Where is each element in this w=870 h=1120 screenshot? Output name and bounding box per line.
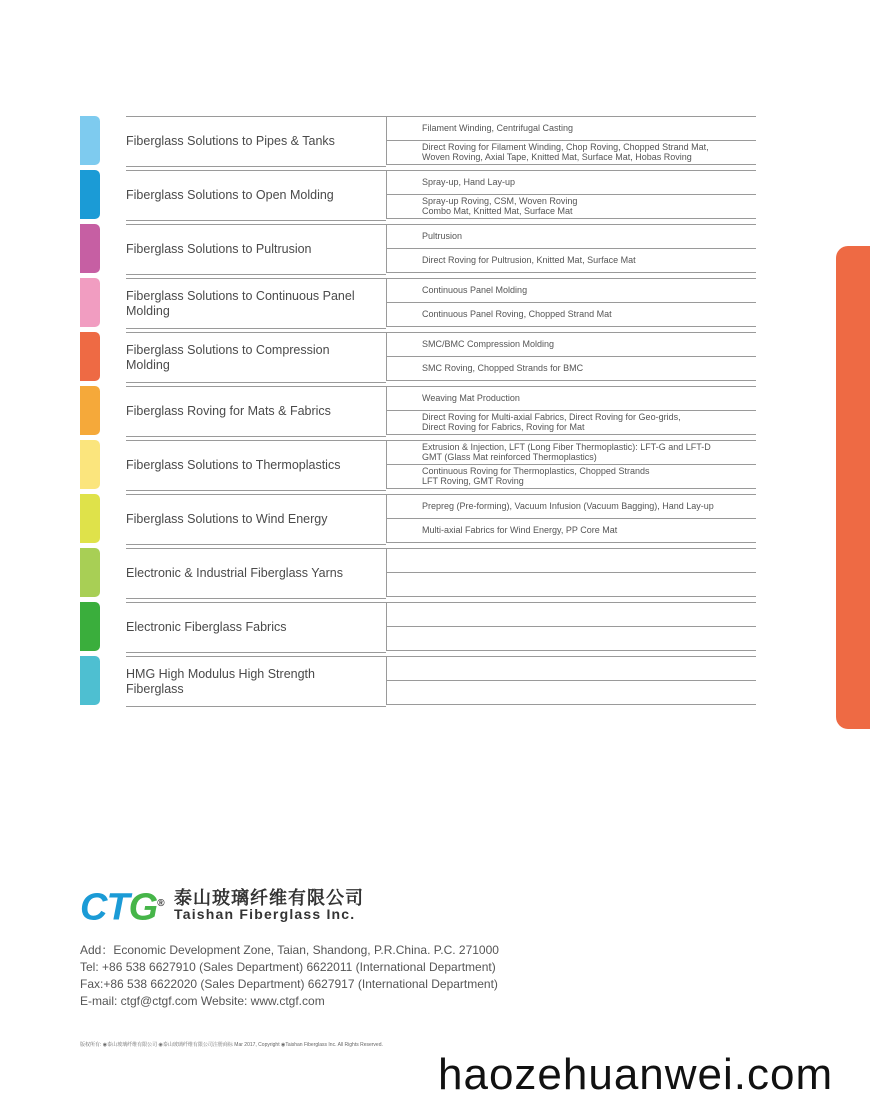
product-table xyxy=(80,116,756,710)
sub-cells xyxy=(386,602,756,651)
products-cell: SMC Roving, Chopped Strands for BMC xyxy=(387,356,756,380)
category-cell xyxy=(126,386,386,437)
sub-cells xyxy=(386,656,756,705)
process-cell: Spray-up, Hand Lay-up xyxy=(422,176,516,187)
category-label: Fiberglass Solutions to Thermoplastics xyxy=(126,458,341,472)
color-tab xyxy=(80,386,100,435)
product-row xyxy=(80,170,756,219)
company-name-cn: 泰山玻璃纤维有限公司 xyxy=(174,888,364,908)
category-label: Electronic Fiberglass Fabrics xyxy=(126,620,287,634)
tel-line: Tel: +86 538 6627910 (Sales Department) 6622011 (International Department) xyxy=(80,960,496,974)
category-label: Fiberglass Solutions to Wind Energy xyxy=(126,512,328,526)
products-cell: Spray-up Roving, CSM, Woven Roving Combo Mat, Knitted Mat, Surface Mat xyxy=(387,194,756,218)
product-row xyxy=(80,494,756,543)
category-label: Fiberglass Solutions to Continuous Panel Molding xyxy=(126,288,355,318)
color-tab xyxy=(80,548,100,597)
sub-cells xyxy=(386,278,756,327)
color-tab xyxy=(80,494,100,543)
category-cell xyxy=(126,332,386,383)
category-cell xyxy=(126,494,386,545)
color-tab xyxy=(80,602,100,651)
ctg-logo-mark: CTG® xyxy=(80,886,164,929)
category-cell xyxy=(126,224,386,275)
sub-cells xyxy=(386,332,756,381)
category-cell xyxy=(126,548,386,599)
product-row xyxy=(80,332,756,381)
contact-info xyxy=(80,942,499,1010)
color-tab xyxy=(80,656,100,705)
category-cell xyxy=(126,278,386,329)
products-cell: Direct Roving for Multi-axial Fabrics, Direct Roving for Geo-grids, Direct Roving for Fabrics, Roving for Mat xyxy=(387,410,756,434)
category-label: Electronic & Industrial Fiberglass Yarns xyxy=(126,566,343,580)
color-tab xyxy=(80,440,100,489)
products-cell: Direct Roving for Pultrusion, Knitted Mat, Surface Mat xyxy=(387,248,756,272)
category-cell xyxy=(126,440,386,491)
category-label: Fiberglass Solutions to Open Molding xyxy=(126,188,334,202)
color-tab xyxy=(80,170,100,219)
product-row xyxy=(80,386,756,435)
process-cell xyxy=(387,603,756,626)
category-label: Fiberglass Roving for Mats & Fabrics xyxy=(126,404,331,418)
sub-cells xyxy=(386,440,756,489)
sub-cells xyxy=(386,386,756,435)
products-cell: Multi-axial Fabrics for Wind Energy, PP Core Mat xyxy=(387,518,756,542)
copyright-notice: 版权所有: ◉泰山玻璃纤维有限公司 ◉泰山玻璃纤维有限公司注册商标 Mar 2017, Copyright ◉Taishan Fiberglass Inc. All Rights Reserved. xyxy=(80,1042,383,1048)
watermark: haozehuanwei.com xyxy=(438,1050,834,1099)
product-row xyxy=(80,656,756,705)
category-cell xyxy=(126,116,386,167)
products-cell: Continuous Panel Roving, Chopped Strand Mat xyxy=(387,302,756,326)
sub-cells xyxy=(386,494,756,543)
color-tab xyxy=(80,116,100,165)
color-tab xyxy=(80,278,100,327)
fax-line: Fax:+86 538 6622020 (Sales Department) 6627917 (International Department) xyxy=(80,977,498,991)
sub-cells xyxy=(386,224,756,273)
color-tab xyxy=(80,332,100,381)
process-cell xyxy=(387,549,756,572)
products-cell xyxy=(387,572,756,596)
company-name-en: Taishan Fiberglass Inc. xyxy=(174,906,356,922)
color-tab xyxy=(80,224,100,273)
sub-cells xyxy=(386,548,756,597)
process-cell xyxy=(387,657,756,680)
sub-cells xyxy=(386,116,756,165)
process-cell: Filament Winding, Centrifugal Casting xyxy=(422,122,574,133)
product-row xyxy=(80,224,756,273)
process-cell: Extrusion & Injection, LFT (Long Fiber Thermoplastic): LFT-G and LFT-D GMT (Glass Mat reinforced Thermoplastics) xyxy=(422,442,711,462)
sub-cells xyxy=(386,170,756,219)
category-label: Fiberglass Solutions to Compression Molding xyxy=(126,342,330,372)
process-cell: Pultrusion xyxy=(422,230,463,241)
company-logo xyxy=(80,884,380,928)
product-row xyxy=(80,440,756,489)
side-tab xyxy=(836,246,870,729)
address-line: Add：Economic Development Zone, Taian, Shandong, P.R.China. P.C. 271000 xyxy=(80,943,499,957)
process-cell: Prepreg (Pre-forming), Vacuum Infusion (Vacuum Bagging), Hand Lay-up xyxy=(422,500,714,511)
products-cell: Continuous Roving for Thermoplastics, Chopped Strands LFT Roving, GMT Roving xyxy=(387,464,756,488)
products-cell xyxy=(387,680,756,704)
products-cell: Direct Roving for Filament Winding, Chop Roving, Chopped Strand Mat, Woven Roving, Axial Tape, Knitted Mat, Surface Mat, Hobas Roving xyxy=(387,140,756,164)
category-label: Fiberglass Solutions to Pultrusion xyxy=(126,242,312,256)
product-row xyxy=(80,602,756,651)
process-cell: Continuous Panel Molding xyxy=(422,284,528,295)
category-label: HMG High Modulus High Strength Fiberglass xyxy=(126,666,315,696)
process-cell: SMC/BMC Compression Molding xyxy=(422,338,555,349)
email-website-line[interactable]: E-mail: ctgf@ctgf.com Website: www.ctgf.com xyxy=(80,994,325,1008)
process-cell: Weaving Mat Production xyxy=(422,392,520,403)
product-row xyxy=(80,278,756,327)
products-cell xyxy=(387,626,756,650)
category-cell xyxy=(126,170,386,221)
category-cell xyxy=(126,656,386,707)
category-cell xyxy=(126,602,386,653)
category-label: Fiberglass Solutions to Pipes & Tanks xyxy=(126,134,335,148)
product-row xyxy=(80,116,756,165)
product-row xyxy=(80,548,756,597)
